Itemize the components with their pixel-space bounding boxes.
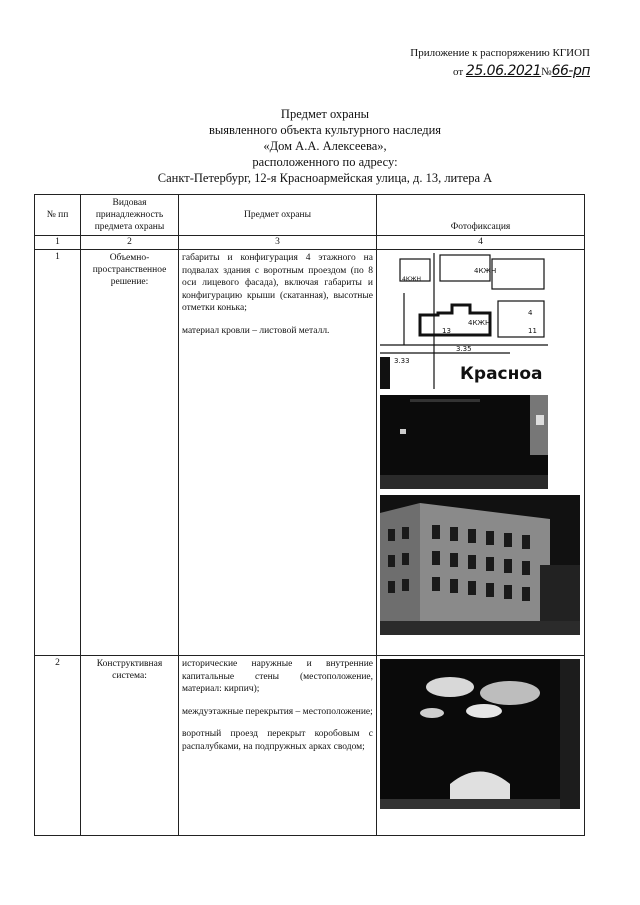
number-label: № [541,66,552,78]
appendix-header [410,44,590,81]
row-type: Объемно-пространственное решение: [81,250,179,656]
from-label: от [453,66,464,78]
map-label: 4КЖН [468,319,491,327]
row-number: 2 [35,656,81,836]
title-line-2: выявленного объекта культурного наследия [208,123,442,137]
subject-paragraph: материал кровли – листовой металл. [182,325,330,336]
appendix-line: Приложение к распоряжению КГИОП [410,47,590,59]
col-header-num: № пп [35,195,81,236]
document-title [90,106,560,186]
index-cell: 4 [377,236,585,250]
index-row [35,236,585,250]
map-label: 4 [528,309,533,317]
roof-image [380,395,548,489]
col-header-type: Видовая принадлежность предмета охраны [81,195,179,236]
subject-paragraph: исторические наружные и внутренние капитальные стены (местоположение, материал: кирпич); [182,659,373,694]
title-line-3: «Дом А.А. Алексеева», [263,139,387,153]
facade-photo [380,495,581,635]
row-photos [377,250,585,656]
index-cell: 2 [81,236,179,250]
row-photos [377,656,585,836]
title-line-4: расположенного по адресу: [252,155,398,169]
map-label: 13 [442,327,451,335]
table-row [35,250,585,656]
subject-paragraph: воротный проезд перекрыт коробовым с распалубками, на подпружных арках сводом; [182,729,373,752]
appendix-date-line [410,62,590,81]
col-header-photo: Фотофиксация [377,195,585,236]
subject-paragraph: междуэтажные перекрытия – местоположение; [182,706,373,717]
title-line-1: Предмет охраны [280,107,370,121]
protection-table [34,194,585,836]
facade-image [380,495,580,635]
header-row [35,195,585,236]
archway-image [380,659,580,809]
table-row [35,656,585,836]
roof-photo [380,395,581,489]
map-label: 3.35 [456,345,472,353]
map-image [380,253,548,389]
col-header-subject: Предмет охраны [179,195,377,236]
map-label: 11 [528,327,537,335]
map-label: 3.33 [394,357,410,365]
archway-photo [380,659,581,809]
index-cell: 3 [179,236,377,250]
row-type: Конструктивная система: [81,656,179,836]
index-cell: 1 [35,236,81,250]
row-number: 1 [35,250,81,656]
map-label: 4КЖН [474,267,497,275]
row-subject [179,656,377,836]
cadastral-map-photo [380,253,581,389]
order-date: 25.06.2021 [465,63,542,79]
row-subject [179,250,377,656]
map-label: 4КЖН [402,276,422,283]
map-street-label: Красноа [460,364,543,384]
subject-paragraph: габариты и конфигурация 4 этажного на подвалах здания с воротным проездом (по 8 оси лицевого фасада), включая габариты и конфигурацию крыши (скатанная), высотные отметки конька; [182,253,373,313]
title-line-5: Санкт-Петербург, 12-я Красноармейская улица, д. 13, литера А [157,171,493,185]
order-number: 66-рп [551,63,590,79]
